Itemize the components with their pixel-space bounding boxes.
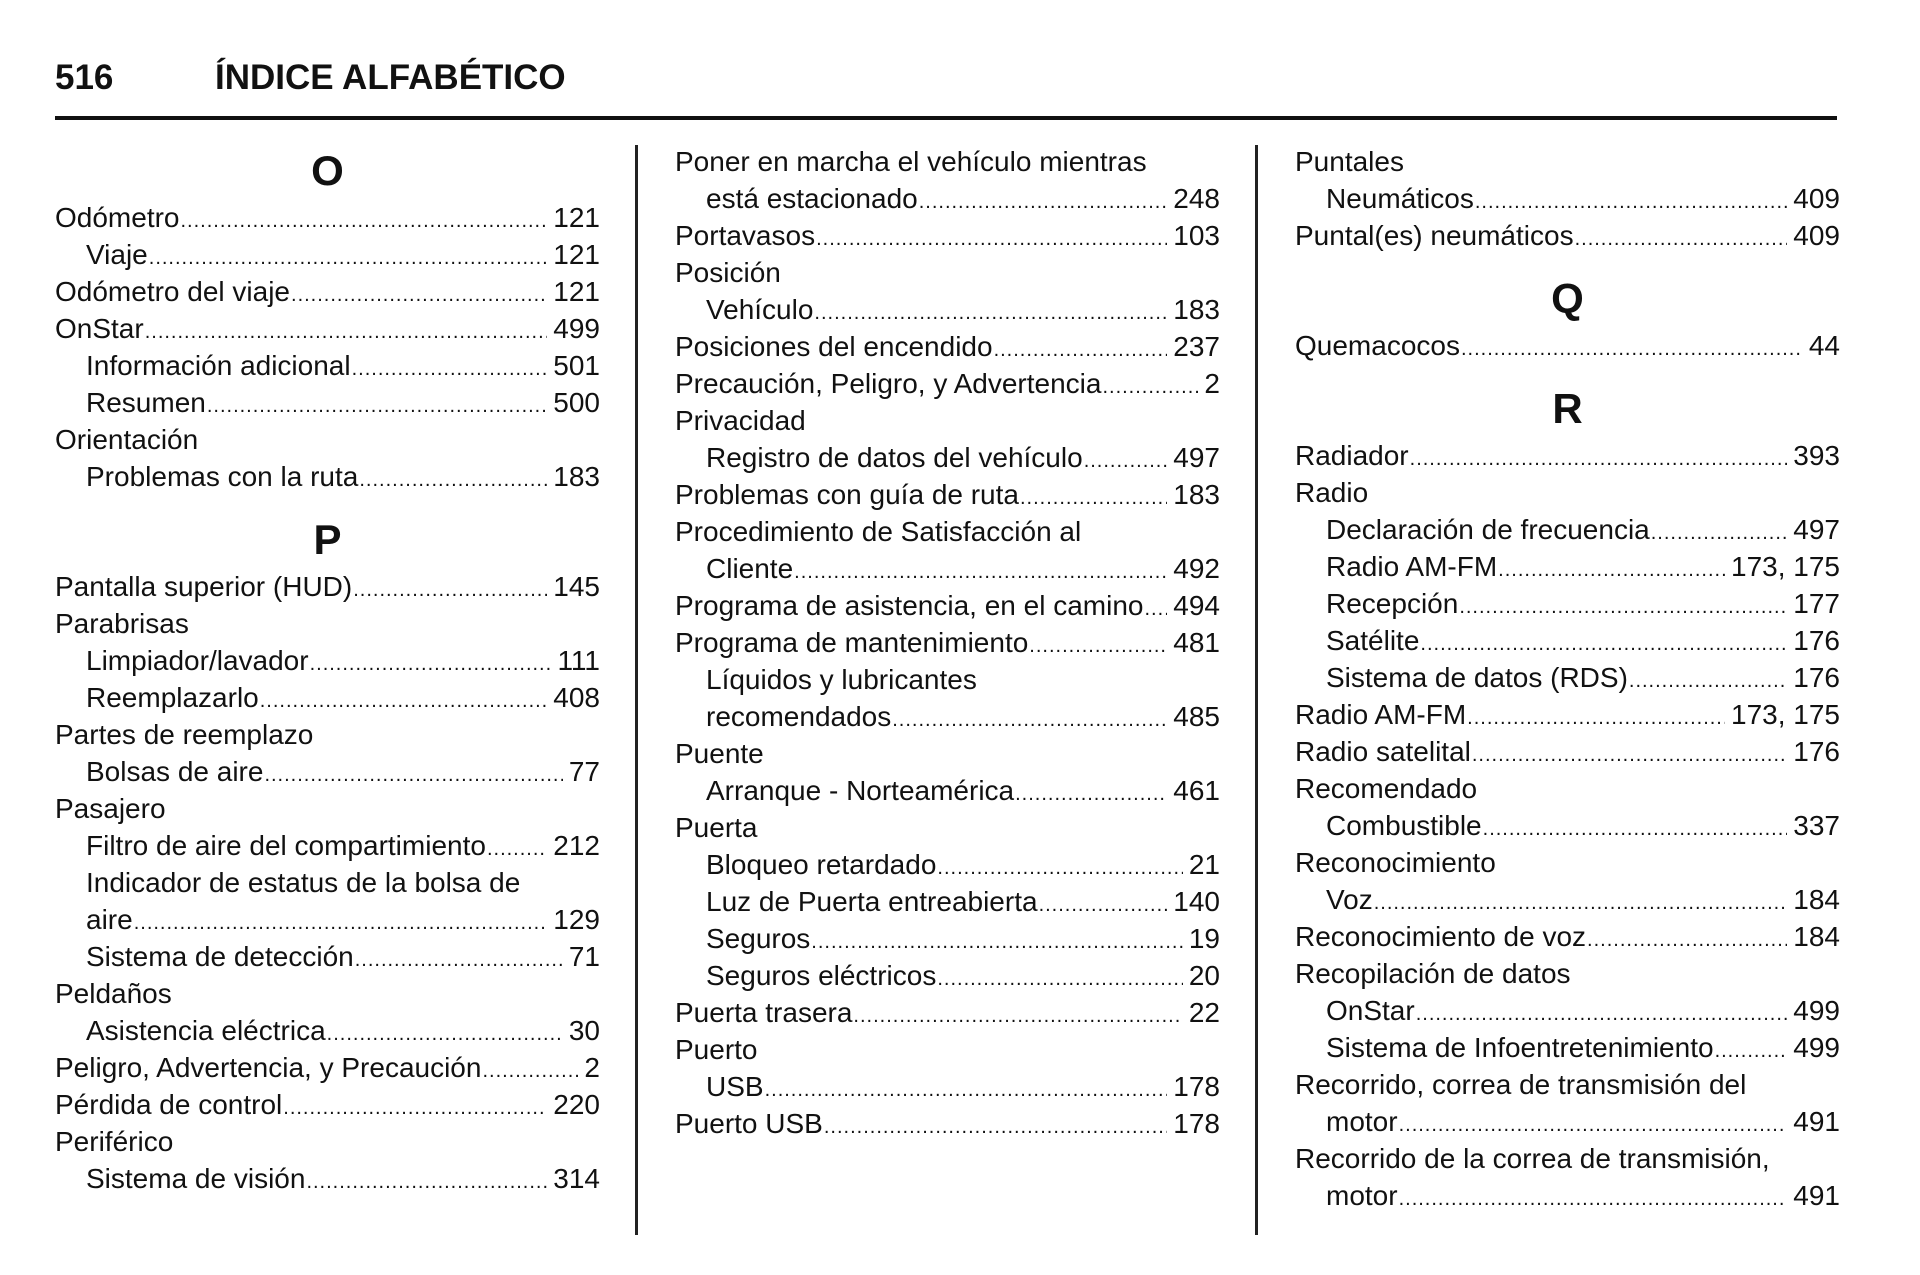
index-subentry <box>55 938 600 975</box>
index-entry <box>55 568 600 605</box>
entry-text: Reemplazarlo <box>86 682 259 713</box>
index-subentry <box>1295 585 1840 622</box>
index-entry <box>55 605 600 642</box>
index-subentry <box>675 772 1220 809</box>
dot-leader <box>1472 737 1787 774</box>
entry-text: motor <box>1326 1180 1398 1211</box>
entry-page-number: 140 <box>1173 886 1220 917</box>
dot-leader <box>327 1016 563 1053</box>
index-entry <box>1295 474 1840 511</box>
index-subentry <box>1295 1177 1840 1214</box>
entry-page-number: 77 <box>568 756 600 787</box>
entry-page-number: 337 <box>1793 810 1840 841</box>
dot-leader <box>1039 887 1168 924</box>
index-entry <box>1295 1140 1840 1177</box>
dot-leader <box>937 961 1183 998</box>
entry-text: Seguros eléctricos <box>706 960 937 991</box>
entry-text: Sistema de datos (RDS) <box>1326 662 1628 693</box>
column-divider <box>1255 145 1258 1235</box>
dot-leader <box>1399 1181 1788 1218</box>
entry-text: Precaución, Peligro, y Advertencia <box>675 368 1102 399</box>
entry-text: Problemas con la ruta <box>86 461 359 492</box>
index-entry <box>675 217 1220 254</box>
index-entry <box>675 254 1220 291</box>
dot-leader <box>134 905 548 942</box>
index-entry <box>55 716 600 753</box>
entry-text: Pasajero <box>55 793 166 824</box>
index-entry <box>675 587 1220 624</box>
entry-text: Sistema de detección <box>86 941 354 972</box>
index-subentry <box>675 1068 1220 1105</box>
page-number: 516 <box>55 58 114 97</box>
entry-text: Declaración de frecuencia <box>1326 514 1650 545</box>
dot-leader <box>283 1090 547 1127</box>
entry-text: Arranque - Norteamérica <box>706 775 1015 806</box>
entry-text: Reconocimiento <box>1295 847 1496 878</box>
index-subentry <box>675 550 1220 587</box>
dot-leader <box>816 221 1167 258</box>
dot-leader <box>1475 184 1787 221</box>
entry-text: Bolsas de aire <box>86 756 264 787</box>
index-entry <box>1295 770 1840 807</box>
dot-leader <box>1467 700 1725 737</box>
dot-leader <box>482 1053 578 1090</box>
entry-text: Parabrisas <box>55 608 189 639</box>
dot-leader <box>260 683 548 720</box>
index-subentry <box>55 458 600 495</box>
entry-text: Radio <box>1295 477 1369 508</box>
entry-text: Odómetro <box>55 202 180 233</box>
page-header <box>55 52 1837 120</box>
entry-page-number: 173, 175 <box>1731 699 1840 730</box>
index-subentry <box>1295 622 1840 659</box>
entry-text: Quemacocos <box>1295 330 1460 361</box>
entry-page-number: 184 <box>1793 884 1840 915</box>
index-subentry <box>55 827 600 864</box>
index-subentry <box>675 291 1220 328</box>
entry-page-number: 237 <box>1173 331 1220 362</box>
entry-page-number: 485 <box>1173 701 1220 732</box>
entry-page-number: 178 <box>1173 1071 1220 1102</box>
entry-text: Registro de datos del vehículo <box>706 442 1083 473</box>
index-subentry <box>55 901 600 938</box>
index-entry <box>675 476 1220 513</box>
entry-text: OnStar <box>1326 995 1415 1026</box>
entry-page-number: 501 <box>553 350 600 381</box>
index-entry <box>675 1031 1220 1068</box>
entry-page-number: 184 <box>1793 921 1840 952</box>
entry-page-number: 500 <box>553 387 600 418</box>
dot-leader <box>892 702 1167 739</box>
index-subentry <box>55 864 600 901</box>
entry-text: Líquidos y lubricantes <box>706 664 977 695</box>
dot-leader <box>1020 480 1167 517</box>
entry-text: Combustible <box>1326 810 1482 841</box>
index-column-right <box>1295 143 1840 1214</box>
entry-text: Puerta trasera <box>675 997 853 1028</box>
entry-text: Reconocimiento de voz <box>1295 921 1587 952</box>
entry-page-number: 176 <box>1793 736 1840 767</box>
entry-text: Sistema de visión <box>86 1163 306 1194</box>
entry-text: Cliente <box>706 553 794 584</box>
index-subentry <box>55 753 600 790</box>
entry-text: Puente <box>675 738 764 769</box>
entry-text: Portavasos <box>675 220 816 251</box>
entry-page-number: 491 <box>1793 1180 1840 1211</box>
index-subentry <box>1295 180 1840 217</box>
entry-page-number: 21 <box>1188 849 1220 880</box>
dot-leader <box>1374 885 1788 922</box>
index-entry <box>1295 143 1840 180</box>
index-subentry <box>675 439 1220 476</box>
entry-text: Privacidad <box>675 405 806 436</box>
entry-page-number: 499 <box>1793 995 1840 1026</box>
entry-page-number: 20 <box>1188 960 1220 991</box>
entry-page-number: 129 <box>553 904 600 935</box>
entry-text: Neumáticos <box>1326 183 1474 214</box>
index-subentry <box>55 1012 600 1049</box>
entry-page-number: 44 <box>1808 330 1840 361</box>
index-entry <box>55 1086 600 1123</box>
index-subentry <box>55 347 600 384</box>
entry-text: Resumen <box>86 387 206 418</box>
entry-text: Recorrido, correa de transmisión del <box>1295 1069 1747 1100</box>
index-entry <box>1295 1066 1840 1103</box>
index-subentry <box>55 236 600 273</box>
index-column-middle <box>675 143 1220 1142</box>
index-subentry <box>1295 1029 1840 1066</box>
entry-text: Indicador de estatus de la bolsa de <box>86 867 521 898</box>
entry-text: Radio satelital <box>1295 736 1471 767</box>
entry-text: Recomendado <box>1295 773 1478 804</box>
entry-text: Puerto USB <box>675 1108 823 1139</box>
dot-leader <box>1410 441 1788 478</box>
dot-leader <box>794 554 1167 591</box>
entry-page-number: 2 <box>1204 368 1220 399</box>
dot-leader <box>352 351 548 388</box>
entry-text: Problemas con guía de ruta <box>675 479 1019 510</box>
entry-text: Recepción <box>1326 588 1459 619</box>
dot-leader <box>145 314 548 351</box>
entry-page-number: 220 <box>553 1089 600 1120</box>
dot-leader <box>353 572 547 609</box>
index-entry <box>55 421 600 458</box>
entry-page-number: 121 <box>553 202 600 233</box>
index-subentry <box>675 957 1220 994</box>
entry-page-number: 183 <box>1173 479 1220 510</box>
entry-text: Posiciones del encendido <box>675 331 993 362</box>
index-entry <box>55 310 600 347</box>
entry-page-number: 22 <box>1188 997 1220 1028</box>
entry-text: Pérdida de control <box>55 1089 283 1120</box>
entry-text: Puerto <box>675 1034 758 1065</box>
index-entry <box>675 994 1220 1031</box>
entry-text: Bloqueo retardado <box>706 849 937 880</box>
dot-leader <box>1084 443 1168 480</box>
dot-leader <box>310 646 552 683</box>
index-entry <box>55 790 600 827</box>
entry-text: Peldaños <box>55 978 172 1009</box>
dot-leader <box>1399 1107 1788 1144</box>
entry-text: Pantalla superior (HUD) <box>55 571 353 602</box>
entry-page-number: 30 <box>568 1015 600 1046</box>
entry-page-number: 499 <box>553 313 600 344</box>
entry-text: Radio AM-FM <box>1295 699 1467 730</box>
entry-text: Viaje <box>86 239 148 270</box>
dot-leader <box>264 757 562 794</box>
index-subentry <box>55 1160 600 1197</box>
dot-leader <box>765 1072 1168 1109</box>
section-letter: R <box>1552 385 1583 432</box>
index-entry <box>1295 327 1840 364</box>
column-divider <box>635 145 638 1235</box>
index-entry <box>1295 844 1840 881</box>
index-subentry <box>675 661 1220 698</box>
dot-leader <box>487 831 547 868</box>
dot-leader <box>306 1164 547 1201</box>
entry-text: Procedimiento de Satisfacción al <box>675 516 1082 547</box>
index-subentry <box>675 920 1220 957</box>
entry-text: Puerta <box>675 812 758 843</box>
index-entry <box>55 273 600 310</box>
entry-page-number: 173, 175 <box>1731 551 1840 582</box>
entry-page-number: 177 <box>1793 588 1840 619</box>
index-entry <box>1295 696 1840 733</box>
entry-text: Peligro, Advertencia, y Precaución <box>55 1052 482 1083</box>
index-subentry <box>1295 659 1840 696</box>
entry-text: Información adicional <box>86 350 351 381</box>
entry-text: aire <box>86 904 133 935</box>
entry-page-number: 409 <box>1793 220 1840 251</box>
dot-leader <box>937 850 1182 887</box>
entry-page-number: 499 <box>1793 1032 1840 1063</box>
entry-page-number: 494 <box>1173 590 1220 621</box>
entry-page-number: 71 <box>568 941 600 972</box>
entry-text: Radio AM-FM <box>1326 551 1498 582</box>
page-title: ÍNDICE ALFABÉTICO <box>215 58 566 97</box>
dot-leader <box>824 1109 1167 1146</box>
entry-text: Puntales <box>1295 146 1404 177</box>
entry-text: Partes de reemplazo <box>55 719 314 750</box>
entry-page-number: 103 <box>1173 220 1220 251</box>
entry-page-number: 497 <box>1793 514 1840 545</box>
entry-page-number: 19 <box>1188 923 1220 954</box>
index-entry <box>675 365 1220 402</box>
index-entry <box>675 143 1220 180</box>
dot-leader <box>1420 626 1787 663</box>
entry-text: Programa de mantenimiento <box>675 627 1029 658</box>
entry-text: Orientación <box>55 424 199 455</box>
index-subentry <box>1295 881 1840 918</box>
dot-leader <box>994 332 1168 369</box>
dot-leader <box>1651 515 1788 552</box>
index-entry <box>1295 437 1840 474</box>
entry-text: USB <box>706 1071 764 1102</box>
index-subentry <box>55 679 600 716</box>
entry-page-number: 176 <box>1793 662 1840 693</box>
index-subentry <box>1295 548 1840 585</box>
entry-text: Limpiador/lavador <box>86 645 309 676</box>
entry-page-number: 409 <box>1793 183 1840 214</box>
index-subentry <box>1295 511 1840 548</box>
entry-text: Poner en marcha el vehículo mientras <box>675 146 1147 177</box>
index-subentry <box>675 698 1220 735</box>
entry-text: Sistema de Infoentretenimiento <box>1326 1032 1714 1063</box>
entry-text: Recopilación de datos <box>1295 958 1571 989</box>
dot-leader <box>1102 369 1198 406</box>
entry-text: Radiador <box>1295 440 1409 471</box>
entry-page-number: 176 <box>1793 625 1840 656</box>
dot-leader <box>1575 221 1788 258</box>
entry-page-number: 2 <box>584 1052 600 1083</box>
entry-page-number: 183 <box>553 461 600 492</box>
entry-page-number: 178 <box>1173 1108 1220 1139</box>
index-entry <box>675 328 1220 365</box>
entry-page-number: 461 <box>1173 775 1220 806</box>
entry-page-number: 481 <box>1173 627 1220 658</box>
entry-text: Puntal(es) neumáticos <box>1295 220 1574 251</box>
index-subentry <box>675 180 1220 217</box>
entry-page-number: 314 <box>553 1163 600 1194</box>
index-column-left <box>55 143 600 1197</box>
index-subentry <box>1295 992 1840 1029</box>
entry-text: Periférico <box>55 1126 174 1157</box>
index-entry <box>675 735 1220 772</box>
dot-leader <box>1029 628 1167 665</box>
index-entry <box>1295 217 1840 254</box>
entry-page-number: 121 <box>553 276 600 307</box>
index-subentry <box>1295 1103 1840 1140</box>
entry-text: Recorrido de la correa de transmisión, <box>1295 1143 1770 1174</box>
entry-page-number: 497 <box>1173 442 1220 473</box>
dot-leader <box>811 924 1183 961</box>
entry-text: Programa de asistencia, en el camino <box>675 590 1144 621</box>
dot-leader <box>1715 1033 1788 1070</box>
entry-text: Satélite <box>1326 625 1420 656</box>
entry-page-number: 121 <box>553 239 600 270</box>
dot-leader <box>1629 663 1787 700</box>
index-subentry <box>1295 807 1840 844</box>
dot-leader <box>919 184 1168 221</box>
entry-page-number: 408 <box>553 682 600 713</box>
entry-text: Luz de Puerta entreabierta <box>706 886 1038 917</box>
index-entry <box>1295 733 1840 770</box>
dot-leader <box>359 462 547 499</box>
entry-page-number: 248 <box>1173 183 1220 214</box>
entry-text: Vehículo <box>706 294 814 325</box>
index-entry <box>1295 918 1840 955</box>
dot-leader <box>149 240 548 277</box>
index-entry <box>675 1105 1220 1142</box>
dot-leader <box>853 998 1182 1035</box>
entry-page-number: 492 <box>1173 553 1220 584</box>
entry-text: recomendados <box>706 701 892 732</box>
dot-leader <box>1461 331 1803 368</box>
entry-text: Posición <box>675 257 781 288</box>
entry-text: Odómetro del viaje <box>55 276 291 307</box>
index-entry <box>675 513 1220 550</box>
dot-leader <box>1498 552 1725 589</box>
index-subentry <box>675 846 1220 883</box>
entry-page-number: 212 <box>553 830 600 861</box>
section-letter: P <box>313 516 342 563</box>
entry-text: está estacionado <box>706 183 918 214</box>
entry-text: Asistencia eléctrica <box>86 1015 326 1046</box>
dot-leader <box>291 277 547 314</box>
index-entry <box>675 402 1220 439</box>
entry-page-number: 183 <box>1173 294 1220 325</box>
entry-page-number: 145 <box>553 571 600 602</box>
entry-text: OnStar <box>55 313 144 344</box>
dot-leader <box>1015 776 1167 813</box>
index-entry <box>675 624 1220 661</box>
index-subentry <box>675 883 1220 920</box>
dot-leader <box>207 388 547 425</box>
entry-page-number: 491 <box>1793 1106 1840 1137</box>
index-entry <box>675 809 1220 846</box>
dot-leader <box>1144 591 1167 628</box>
dot-leader <box>1416 996 1788 1033</box>
dot-leader <box>1483 811 1788 848</box>
index-entry <box>55 199 600 236</box>
index-entry <box>55 1123 600 1160</box>
index-subentry <box>55 384 600 421</box>
entry-page-number: 111 <box>557 645 600 676</box>
index-entry <box>55 1049 600 1086</box>
section-letter: Q <box>1551 275 1584 322</box>
index-entry <box>55 975 600 1012</box>
index-subentry <box>55 642 600 679</box>
entry-page-number: 393 <box>1793 440 1840 471</box>
entry-text: Filtro de aire del compartimiento <box>86 830 486 861</box>
index-entry <box>1295 955 1840 992</box>
dot-leader <box>181 203 548 240</box>
dot-leader <box>814 295 1167 332</box>
section-letter: O <box>311 147 344 194</box>
dot-leader <box>355 942 563 979</box>
dot-leader <box>1587 922 1787 959</box>
entry-text: Seguros <box>706 923 811 954</box>
entry-text: Voz <box>1326 884 1373 915</box>
entry-text: motor <box>1326 1106 1398 1137</box>
dot-leader <box>1459 589 1787 626</box>
